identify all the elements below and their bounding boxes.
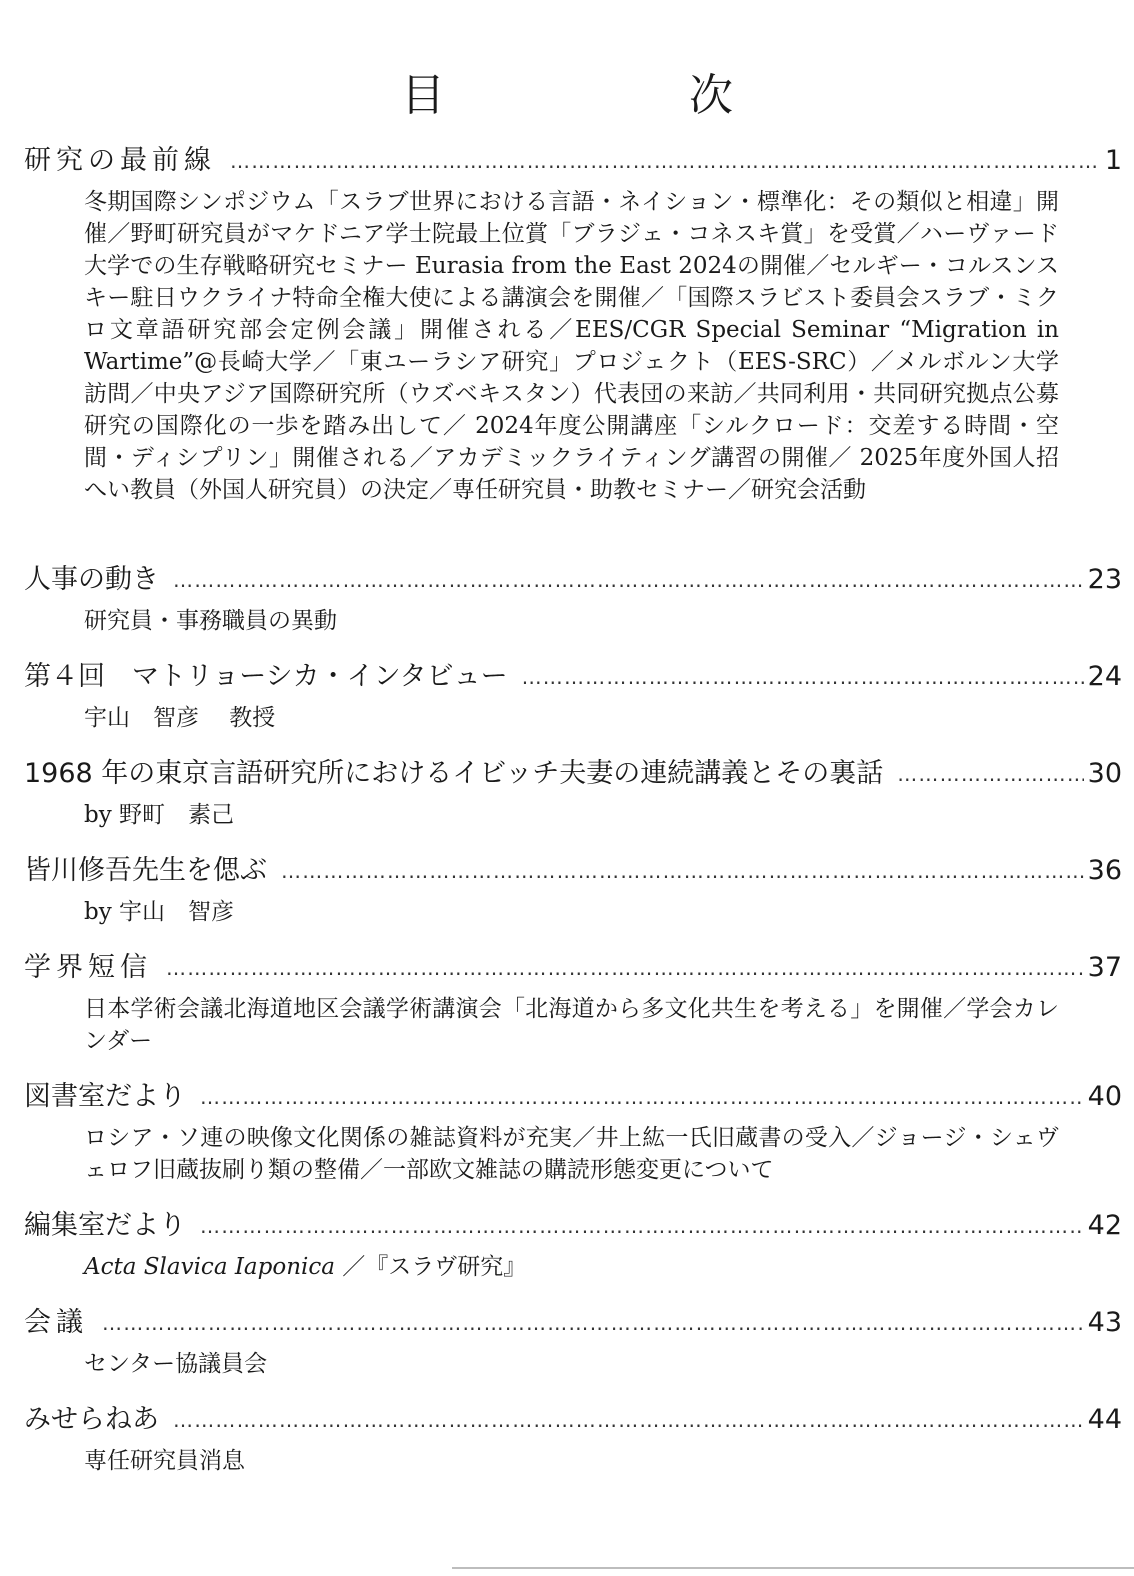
toc-page-number[interactable]: 40 [1087, 1081, 1122, 1112]
toc-heading[interactable]: 皆川修吾先生を偲ぶ [24, 855, 267, 886]
toc-subitems: 研究員・事務職員の異動 [84, 608, 337, 634]
toc-page-number[interactable]: 1 [1104, 145, 1122, 176]
toc-heading-row[interactable] [24, 660, 1122, 694]
toc-heading[interactable]: 研究の最前線 [24, 145, 216, 176]
dot-leader [166, 951, 1084, 985]
dot-leader [173, 1403, 1084, 1437]
toc-subitems: by 宇山 智彦 [84, 899, 235, 925]
toc-heading-row[interactable] [24, 1209, 1122, 1243]
toc-subitems: 専任研究員消息 [84, 1448, 245, 1474]
toc-heading-row[interactable] [24, 1306, 1122, 1340]
toc-heading-row[interactable] [24, 1403, 1122, 1437]
toc-page-number[interactable]: 37 [1087, 952, 1122, 983]
toc-entry [24, 1403, 1122, 1477]
toc-heading[interactable]: 学界短信 [24, 952, 152, 983]
toc-subitems [84, 1251, 1059, 1283]
toc-subitems: by 野町 素己 [84, 802, 235, 828]
toc-subitems-text: ／『スラヴ研究』 [334, 1254, 527, 1280]
dot-leader [173, 563, 1084, 597]
toc-entry [24, 1080, 1122, 1186]
toc-heading[interactable]: 第４回 マトリョーシカ・インタビュー [24, 661, 508, 692]
toc-page-number[interactable]: 44 [1087, 1404, 1122, 1435]
toc-page-number[interactable]: 24 [1087, 661, 1122, 692]
toc-subitems: 宇山 智彦 教授 [84, 705, 276, 731]
toc-heading[interactable]: 人事の動き [24, 564, 159, 595]
toc-heading-row[interactable] [24, 144, 1122, 178]
journal-title-italic: Acta Slavica Iaponica [84, 1254, 335, 1280]
toc-page-number[interactable]: 42 [1087, 1210, 1122, 1241]
toc-page-number[interactable]: 30 [1087, 758, 1122, 789]
toc-subitems: ロシア・ソ連の映像文化関係の雑誌資料が充実／井上紘一氏旧蔵書の受入／ジョージ・シェヴェロフ旧蔵抜刷り類の整備／一部欧文雑誌の購読形態変更について [84, 1125, 1059, 1183]
toc-heading[interactable]: みせらねあ [24, 1404, 159, 1435]
toc-heading[interactable]: 図書室だより [24, 1081, 186, 1112]
dot-leader [200, 1080, 1084, 1114]
toc-entry [24, 1209, 1122, 1283]
page-title: 目 次 [401, 70, 833, 121]
toc-entry [24, 563, 1122, 637]
toc-entry [24, 757, 1122, 831]
toc-subitems: センター協議員会 [84, 1351, 268, 1377]
dot-leader [522, 660, 1084, 694]
bottom-rule [452, 1567, 1134, 1569]
toc-heading[interactable]: 編集室だより [24, 1210, 186, 1241]
toc-entry [24, 854, 1122, 928]
toc-page-number[interactable]: 43 [1087, 1307, 1122, 1338]
toc-heading-row[interactable] [24, 563, 1122, 597]
toc-heading[interactable]: 1968 年の東京言語研究所におけるイビッチ夫妻の連続講義とその裏話 [24, 758, 884, 789]
toc-heading-row[interactable] [24, 757, 1122, 791]
toc-heading-row[interactable] [24, 951, 1122, 985]
dot-leader [281, 854, 1084, 888]
dot-leader [230, 144, 1101, 178]
toc-subitems: 日本学術会議北海道地区会議学術講演会「北海道から多文化共生を考える」を開催／学会カレンダー [84, 996, 1059, 1054]
toc-entry [24, 1306, 1122, 1380]
toc-heading-row[interactable] [24, 854, 1122, 888]
dot-leader [200, 1209, 1084, 1243]
toc-page-number[interactable]: 36 [1087, 855, 1122, 886]
dot-leader [102, 1306, 1084, 1340]
toc-subitems: 冬期国際シンポジウム「スラブ世界における言語・ネイション・標準化：その類似と相違」開催／野町研究員がマケドニア学士院最上位賞「ブラジェ・コネスキ賞」を受賞／ハーヴァード大学での生存戦略研究セミナー Eurasia from the East 2024の開催／セルギー・コルスンスキー駐日ウクライナ特命全権大使による講演会を開催／「国際スラビスト委員会スラブ・ミクロ文章語研究部会定例会議」開催される／EES/CGR Special Seminar “Migration in Wartime”@長崎大学／「東ユーラシア研究」プロジェクト（EES-SRC）／メルボルン大学訪問／中央アジア国際研究所（ウズベキスタン）代表団の来訪／共同利用・共同研究拠点公募研究の国際化の一歩を踏み出して／ 2024年度公開講座「シルクロード：交差する時間・空間・ディシプリン」開催される／アカデミックライティング講習の開催／ 2025年度外国人招へい教員（外国人研究員）の決定／専任研究員・助教セミナー／研究会活動 [84, 189, 1059, 503]
toc-page-number[interactable]: 23 [1087, 564, 1122, 595]
toc-heading[interactable]: 会議 [24, 1307, 88, 1338]
toc-heading-row[interactable] [24, 1080, 1122, 1114]
dot-leader [897, 757, 1083, 791]
toc-entry [24, 144, 1122, 506]
toc-entry [24, 660, 1122, 734]
toc-entry [24, 951, 1122, 1057]
